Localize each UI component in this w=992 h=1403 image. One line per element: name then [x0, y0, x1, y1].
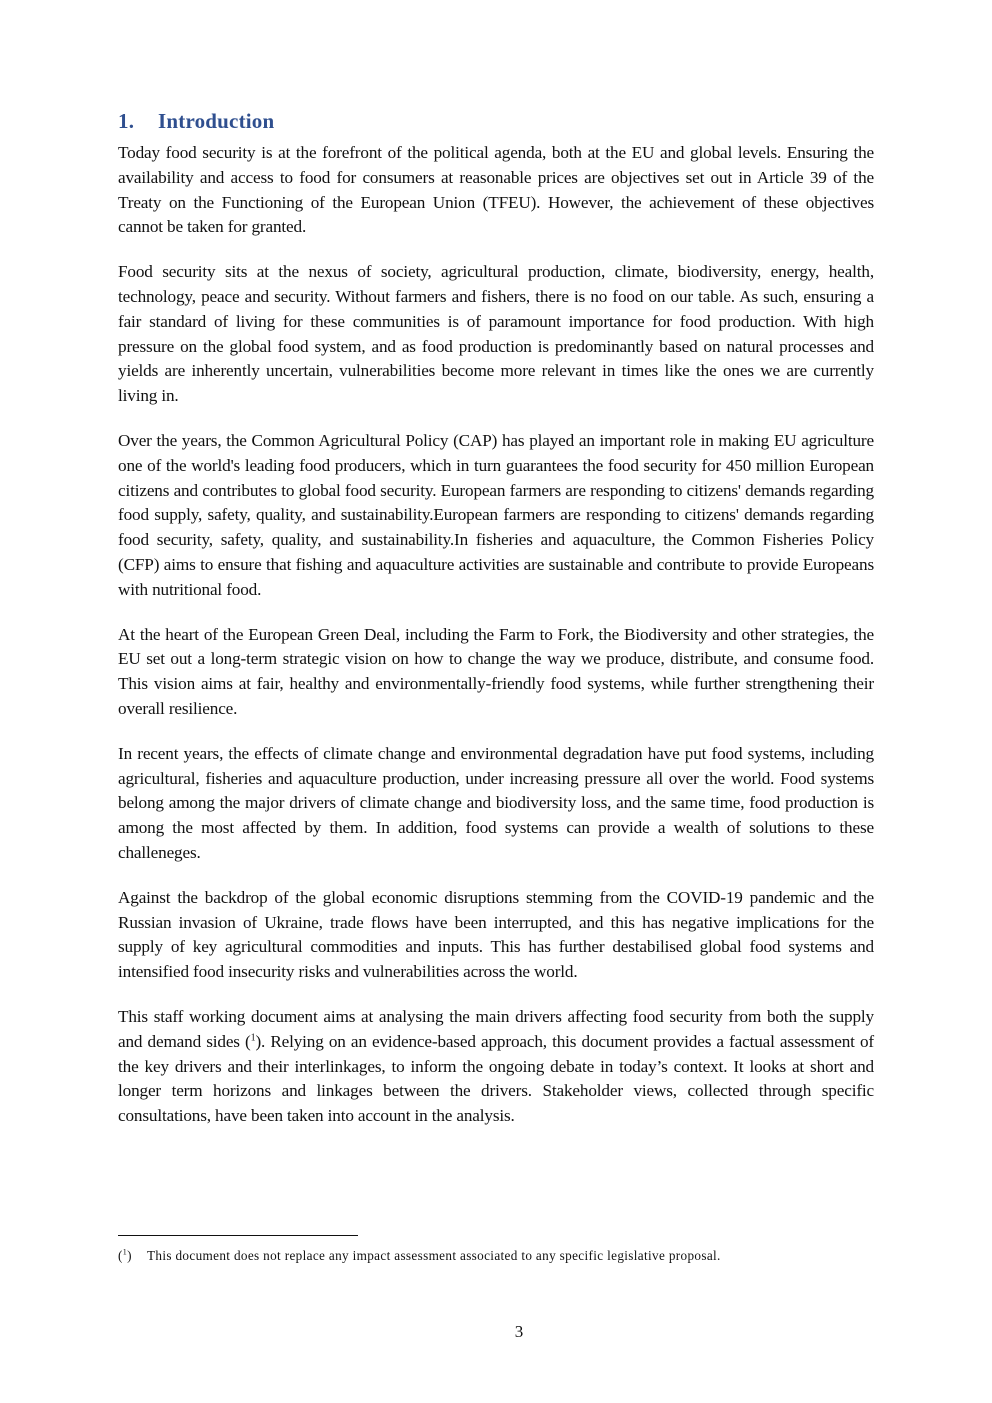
page-number: 3 [514, 1322, 524, 1341]
footnote-separator [118, 1235, 358, 1236]
footnote-text: This document does not replace any impact assessment associated to any specific legislative proposal. [147, 1248, 721, 1263]
section-number: 1. [118, 109, 135, 134]
paragraph-7-text-before: This staff working document aims at analysing the main drivers affecting food security from both the supply and demand sides ( [118, 1006, 874, 1051]
body-text [118, 141, 874, 1149]
paragraph-4: At the heart of the European Green Deal, including the Farm to Fork, the Biodiversity and other strategies, the EU set out a long-term strategic vision on how to change the way we produce, distribute, and consume food. This vision aims at fair, healthy and environmentally-friendly food systems, while further strengthening their overall resilience. [118, 624, 874, 718]
footnote-reference-1[interactable]: 1 [250, 1031, 256, 1043]
footnote-marker [118, 1247, 147, 1265]
section-title: Introduction [158, 109, 275, 134]
footnote-paren-close: ) [127, 1248, 132, 1263]
paragraph-7-text-after: ). Relying on an evidence-based approach, this document provides a factual assessment of the key drivers and their interlinkages, to inform the ongoing debate in today’s context. It looks at short and longer term horizons and linkages between the drivers. Stakeholder views, collected through specific consultations, have been taken into account in the analysis. [118, 1031, 874, 1126]
paragraph-5: In recent years, the effects of climate change and environmental degradation have put food systems, including agricultural, fisheries and aquaculture production, under increasing pressure all over the world. Food systems belong among the major drivers of climate change and biodiversity loss, and the same time, food production is among the most affected by them. In addition, food systems can provide a wealth of solutions to these challeneges. [118, 743, 874, 862]
section-heading [118, 109, 274, 134]
paragraph-3: Over the years, the Common Agricultural Policy (CAP) has played an important role in making EU agriculture one of the world's leading food producers, which in turn guarantees the food security for 450 million European citizens and contributes to global food security. European farmers are responding to citizens' demands regarding food supply, safety, quality, and sustainability.European farmers are responding to citizens' demands regarding food security, safety, quality, and sustainability.In fisheries and aquaculture, the Common Fisheries Policy (CFP) aims to ensure that fishing and aquaculture activities are sustainable and contribute to provide Europeans with nutritional food. [118, 430, 874, 599]
footnote-number: 1 [122, 1247, 128, 1257]
paragraph-1: Today food security is at the forefront of the political agenda, both at the EU and global levels. Ensuring the availability and access to food for consumers at reasonable prices are objectives set out in Article 39 of the Treaty on the Functioning of the European Union (TFEU). However, the achievement of these objectives cannot be taken for granted. [118, 143, 874, 237]
footnote-1 [118, 1247, 838, 1265]
paragraph-2: Food security sits at the nexus of society, agricultural production, climate, biodiversity, energy, health, technology, peace and security. Without farmers and fishers, there is no food on our table. As such, ensuring a fair standard of living for these communities is of paramount importance for food production. With high pressure on the global food system, and as food production is predominantly based on natural processes and yields are inherently uncertain, vulnerabilities become more relevant in times like the ones we are currently living in. [118, 262, 874, 406]
paragraph-7 [118, 1005, 874, 1129]
paragraph-6: Against the backdrop of the global economic disruptions stemming from the COVID-19 pandemic and the Russian invasion of Ukraine, trade flows have been interrupted, and this has negative implications for the supply of key agricultural commodities and inputs. This has further destabilised global food systems and intensified food insecurity risks and vulnerabilities across the world. [118, 887, 874, 982]
footnote-paren-open: ( [118, 1248, 123, 1263]
